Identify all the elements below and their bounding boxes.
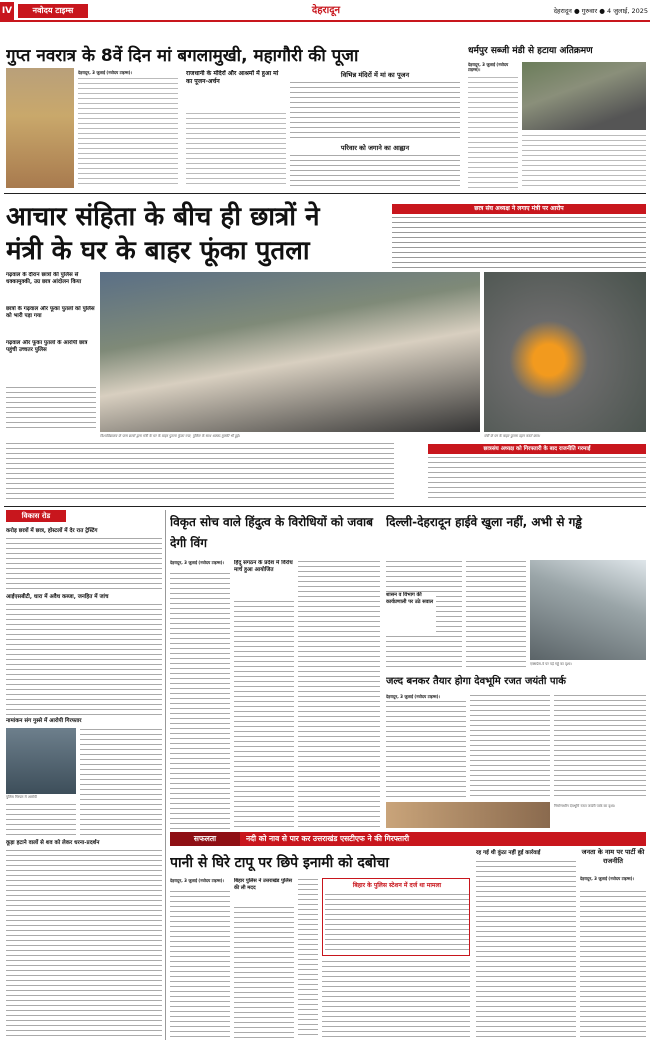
jubilee-byline: देहरादून, 3 जुलाई (नवोदय टाइम्स)। (386, 694, 440, 699)
main-photo-2-caption: मंत्री के घर के बाहर पुतला दहन करते छात्र। (484, 434, 541, 438)
bottom-text-3 (298, 878, 318, 1038)
main-left-text (6, 386, 96, 432)
jubilee-text-1 (386, 700, 466, 800)
top-story-col1 (78, 77, 178, 187)
main-bullet-3: गढ़वाल और फूंका पुतलों के आरोपी छात्र पहुंची उच्चतर पुलिस (6, 340, 88, 353)
highway-photo-caption: एक्सप्रेस-वे पर पड़े गड्ढे का दृश्य। (530, 662, 572, 666)
mid-byline: देहरादून, 3 जुलाई (नवोदय टाइम्स)। (170, 560, 224, 565)
main-headline-line1: आचार संहिता के बीच ही छात्रों ने (6, 202, 320, 232)
main-sub-red: छात्रसंघ अध्यक्ष को गिरफ्तारी के बाद राजनीति गरमाई (428, 444, 646, 454)
bottom-box-title: बिहार पुलिस ने उत्तराखंड पुलिस की ली मदद (234, 878, 292, 891)
bottom-box-headline: बिहार के पुलिस स्टेशन में दर्ज था मामला (352, 882, 442, 889)
top-story-box-text (290, 81, 460, 141)
highway-photo (530, 560, 646, 660)
bottom-text-4 (322, 960, 470, 1038)
right-top-byline: देहरादून, 3 जुलाई (नवोदय टाइम्स)। (468, 62, 509, 72)
main-body-text (6, 442, 394, 502)
top-story-box2-text (290, 154, 460, 188)
mid-side: हिंदू संगठन के प्रदेश में विरोध मार्च हुआ आयोजित (234, 560, 293, 573)
mid-text-3 (298, 560, 380, 830)
jubilee-text-3 (554, 694, 646, 800)
left-text-2 (6, 603, 162, 715)
main-bullet-1: गढ़वाल के दौरान छात्रों की पुलिस से धक्कामुक्की, उग्र छात्र आंदोलन किया (6, 272, 82, 285)
bottom-right-sub: रह गई थी कुंठा नहीं हुई कार्रवाई (476, 850, 541, 856)
bottom-byline: देहरादून, 3 जुलाई (नवोदय टाइम्स)। (170, 878, 224, 883)
top-story-col2 (186, 112, 286, 188)
jubilee-photo-caption: निर्माणाधीन देवभूमि रजत जयंती पार्क का दृश्य। (554, 804, 616, 808)
top-story-box (290, 70, 460, 188)
mid-text-1 (170, 572, 230, 830)
main-bullet-2: छात्रों के गढ़वाल और फूंका पुतलों को पुलिस को भारी पड़ा गया (6, 306, 95, 319)
left-photo (6, 728, 76, 794)
left-column-rule (165, 510, 166, 1040)
left-red-tag: विकास रोड (6, 510, 66, 522)
jubilee-headline: जल्द बनकर तैयार होगा देवभूमि रजत जयंती पार्क (386, 676, 566, 687)
left-h2: आईएसबीटी, धारा में अवैध कब्जा, जनहित में जांच (6, 594, 109, 600)
bottom-text-1 (170, 890, 230, 1038)
masthead-rule (0, 20, 650, 22)
jubilee-text-2 (470, 694, 550, 800)
right-top-col2 (522, 134, 646, 188)
right-top-photo (522, 62, 646, 130)
main-photo-caption: विश्वविद्यालय के पास छात्रों द्वारा मंत्री के घर के बाहर पुतला फूंका गया, पुलिस के साथ धक्का-मुक्की भी हुई। (100, 434, 240, 438)
left-text-1 (6, 537, 162, 589)
top-story-headline: गुप्त नवरात्र के 8वें दिन मां बगलामुखी, महागौरी की पूजा (6, 46, 359, 66)
main-photo-2 (484, 272, 646, 432)
city-label: देहरादून (311, 5, 341, 16)
main-red-tag: छात्र संघ अध्यक्ष ने लगाए मंत्री पर आरोप (392, 204, 646, 214)
left-h4: कूड़ा हटाने वालों से शव को लेकर धरना-प्रदर्शन (6, 840, 100, 846)
success-tag: सफलता (170, 832, 240, 846)
mid-text-2 (234, 600, 294, 830)
main-story-intro (392, 216, 646, 268)
jubilee-photo-main (386, 802, 550, 828)
left-text-4 (6, 849, 162, 1039)
top-story-sub1: राजधानी के मंदिरों और आश्रमों में हुआ मां का पूजन-अर्चन (186, 70, 279, 85)
left-text-3 (80, 728, 162, 836)
left-h3: नामांकन संग गुस्से में आरोपी गिरफ्तार (6, 718, 82, 724)
success-bar (170, 832, 646, 846)
mid-headline: विकृत सोच वाले हिंदुत्व के विरोधियों को जवाब देगी विंग (170, 515, 373, 550)
bottom-right-byline: देहरादून, 3 जुलाई (नवोदय टाइम्स)। (580, 876, 634, 881)
left-photo-caption: पुलिस गिरफ्त में आरोपी (6, 795, 37, 799)
top-story-photo (6, 68, 74, 188)
highway-headline: दिल्ली-देहरादून हाईवे खुला नहीं, अभी से गड्ढे (386, 515, 582, 529)
highway-text-2 (466, 560, 526, 670)
paper-logo: नवोदय टाइम्स (18, 4, 88, 18)
left-h1: करोड़ छात्रों में छात्र, होस्टलों में देर रात ट्रेस्टिंग (6, 528, 98, 534)
bottom-right-headline: जनता के नाम पर पार्टी की राजनीति (581, 848, 645, 865)
bottom-box (322, 878, 470, 956)
section-divider-2 (4, 506, 646, 507)
masthead (0, 0, 650, 22)
main-headline-line2: मंत्री के घर के बाहर फूंका पुतला (6, 236, 310, 266)
left-text-3b (6, 803, 76, 836)
page-number: IV (0, 2, 14, 20)
bottom-right-text-2 (580, 890, 646, 1038)
bottom-box-text (325, 893, 469, 953)
top-story-box2-title: परिवार को जगाने का आह्वान (340, 144, 410, 152)
main-bullets (6, 272, 96, 382)
success-text: नदी को नाव से पार कर उत्तराखंड एसटीएफ ने की गिरफ्तारी (246, 834, 410, 843)
bottom-text-2 (234, 906, 294, 1038)
top-story-byline: देहरादून, 3 जुलाई (नवोदय टाइम्स)। (78, 70, 132, 75)
main-sub-text (428, 456, 646, 502)
date-line: देहरादून ● गुरुवार ● 4 जुलाई, 2025 (553, 7, 648, 15)
highway-side: शासन व विभाग की कार्यप्रणाली पर उठे सवाल (386, 592, 436, 632)
main-photo (100, 272, 480, 432)
right-top-headline: धर्मपुर सब्जी मंडी से हटाया अतिक्रमण (468, 46, 593, 56)
top-story-box-title: विभिन्न मंदिरों में मां का पूजन (340, 71, 410, 79)
bottom-right-text-1 (476, 860, 576, 1038)
right-top-col (468, 76, 518, 188)
bottom-headline: पानी से घिरे टापू पर छिपे इनामी को दबोचा (170, 855, 389, 871)
section-divider-1 (4, 193, 646, 194)
